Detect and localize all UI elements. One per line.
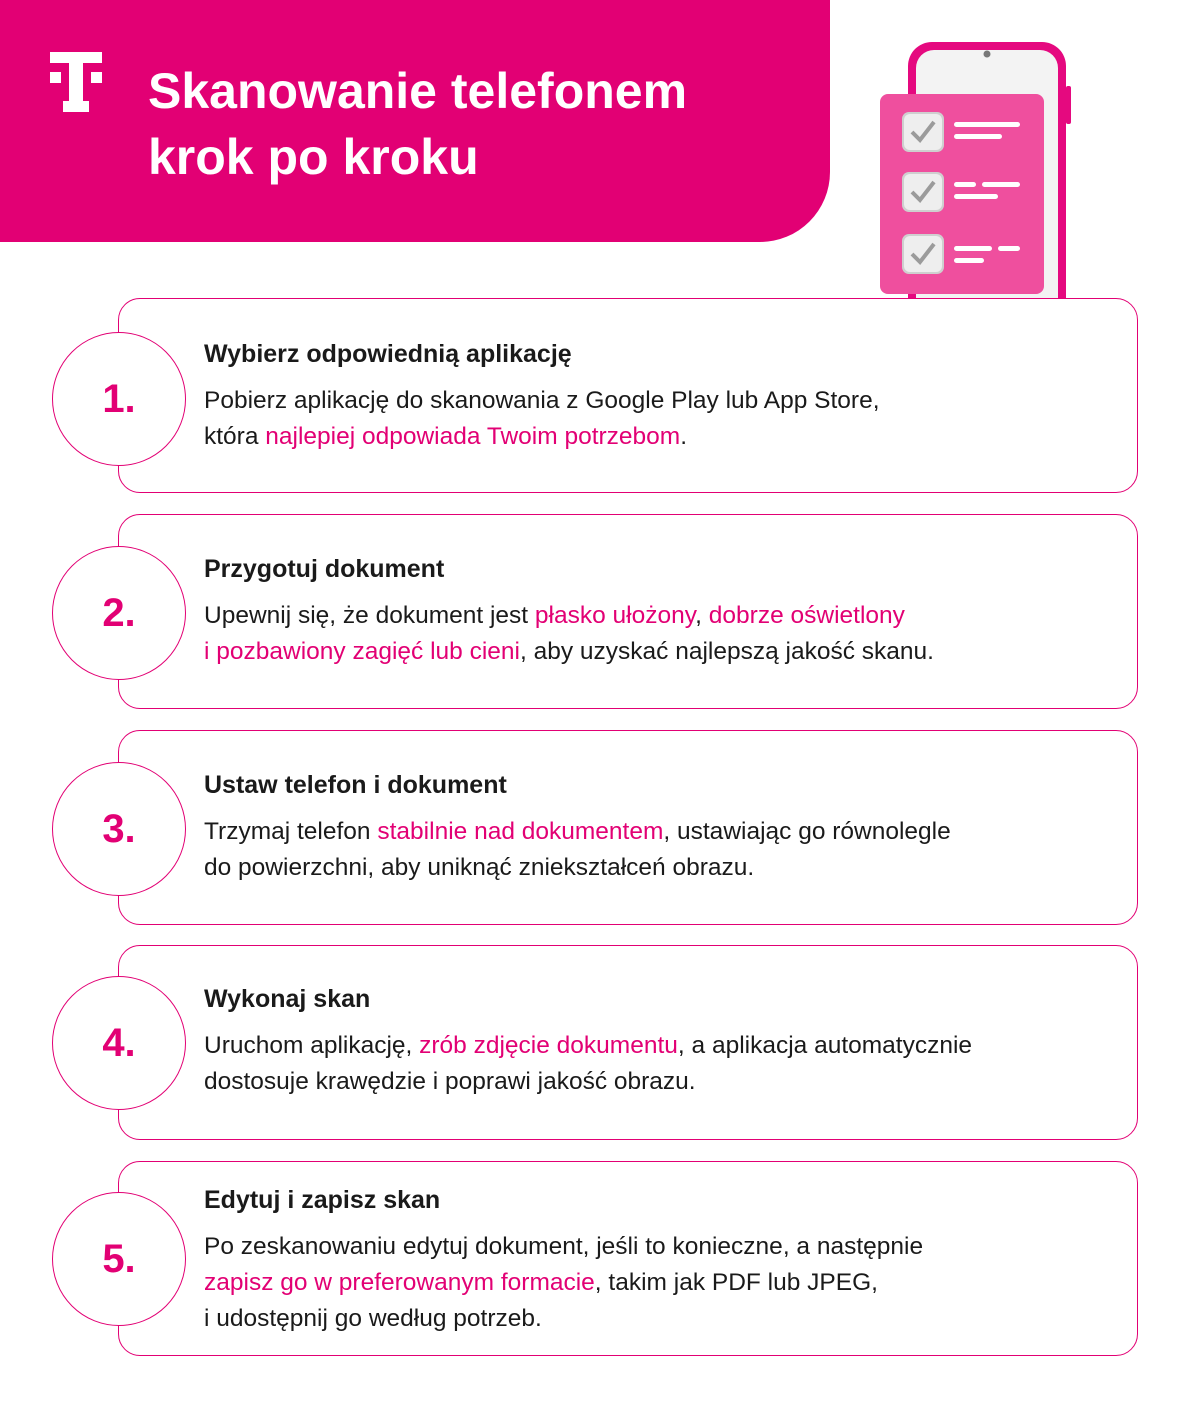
body-text: , — [695, 602, 709, 629]
page-title: Skanowanie telefonem krok po kroku — [148, 63, 688, 185]
highlight-text: dobrze oświetlony — [708, 602, 905, 629]
highlight-text: zrób zdjęcie dokumentu — [419, 1032, 678, 1059]
step-number-4: 4. — [52, 976, 186, 1110]
body-text: i udostępnij go według potrzeb. — [204, 1305, 542, 1332]
step-text-4 — [204, 1028, 1114, 1100]
body-text: dostosuje krawędzie i poprawi jakość obrazu. — [204, 1068, 696, 1095]
step-number-3: 3. — [52, 762, 186, 896]
highlight-text: najlepiej odpowiada Twoim potrzebom — [265, 423, 681, 450]
step-title-1: Wybierz odpowiednią aplikację — [204, 340, 572, 368]
body-text: , aby uzyskać najlepszą jakość skanu. — [519, 638, 934, 665]
highlight-text: płasko ułożony — [534, 602, 696, 629]
step-title-3: Ustaw telefon i dokument — [204, 771, 507, 799]
body-text: Pobierz aplikację do skanowania z Google Play lub App Store, — [204, 387, 880, 414]
step-title-4: Wykonaj skan — [204, 985, 371, 1013]
highlight-text: i pozbawiony zagięć lub cieni — [204, 638, 520, 665]
body-text: Po zeskanowaniu edytuj dokument, jeśli to konieczne, a następnie — [204, 1233, 924, 1260]
body-text: Upewnij się, że dokument jest — [204, 602, 535, 629]
body-text: Trzymaj telefon — [204, 818, 378, 845]
body-text: , takim jak PDF lub JPEG, — [594, 1269, 878, 1296]
step-title-2: Przygotuj dokument — [204, 555, 445, 583]
step-text-1 — [204, 383, 1114, 455]
step-number-1: 1. — [52, 332, 186, 466]
body-text: , a aplikacja automatycznie — [677, 1032, 973, 1059]
highlight-text: stabilnie nad dokumentem — [377, 818, 664, 845]
body-text: , ustawiając go równolegle — [663, 818, 951, 845]
step-text-2 — [204, 598, 1114, 670]
step-text-5 — [204, 1229, 1114, 1337]
step-title-5: Edytuj i zapisz skan — [204, 1186, 441, 1214]
step-number-5: 5. — [52, 1192, 186, 1326]
header-banner — [0, 0, 830, 242]
step-text-3 — [204, 814, 1114, 886]
telekom-t-logo-icon — [50, 52, 102, 112]
body-text: . — [680, 423, 688, 450]
step-number-2: 2. — [52, 546, 186, 680]
highlight-text: zapisz go w preferowanym formacie — [204, 1269, 595, 1296]
body-text: która — [204, 423, 266, 450]
body-text: Uruchom aplikację, — [204, 1032, 420, 1059]
body-text: do powierzchni, aby uniknąć zniekształceń obrazu. — [204, 854, 755, 881]
